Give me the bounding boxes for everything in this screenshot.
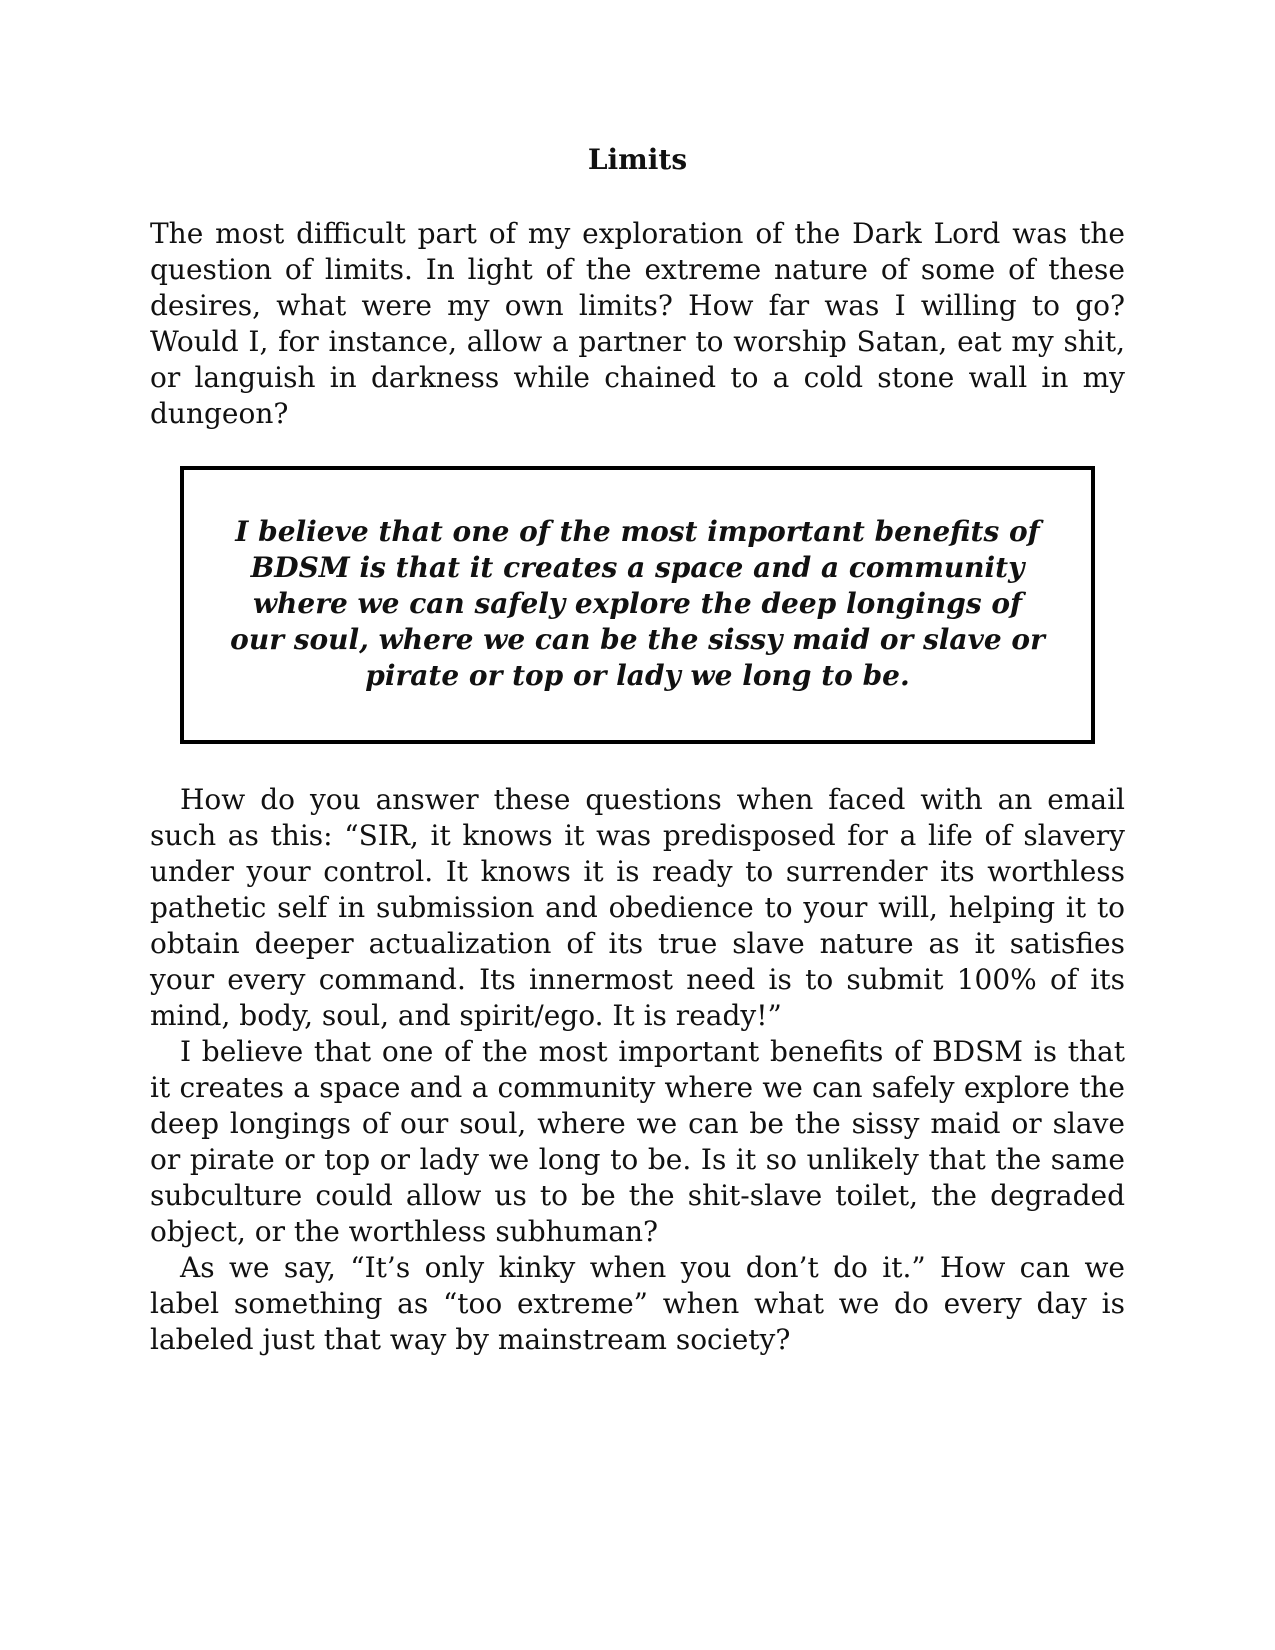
page-title: Limits (587, 143, 688, 176)
pull-quote-text: I believe that one of the most important benefits of BDSM is that it creates a space and a community where we can safely explore the deep longings of our soul, where we can be the sissy maid or slave or pirate or top or lady we long to be. (230, 515, 1045, 692)
paragraph-email: How do you answer these questions when faced with an email such as this: “SIR, it knows it was predisposed for a life of slavery under your control. It knows it is ready to surrender its worthless pathetic self in submission and obedience to your will, helping it to obtain deeper actualization of its true slave nature as it satisfies your every command. Its innermost need is to submit 100% of its mind, body, soul, and spirit/ego. It is ready!” (150, 783, 1125, 1032)
paragraph-kinky: As we say, “It’s only kinky when you don’t do it.” How can we label something as “too extreme” when what we do every day is labeled just that way by mainstream society? (150, 1251, 1125, 1356)
page-content (150, 140, 1125, 1358)
paragraph-benefits: I believe that one of the most important benefits of BDSM is that it creates a space and a community where we can safely explore the deep longings of our soul, where we can be the sissy maid or slave or pirate or top or lady we long to be. Is it so unlikely that the same subculture could allow us to be the shit-slave toilet, the degraded object, or the worthless subhuman? (150, 1035, 1125, 1248)
paragraph-intro: The most difficult part of my exploration of the Dark Lord was the question of limits. In light of the extreme nature of some of these desires, what were my own limits? How far was I willing to go? Would I, for instance, allow a partner to worship Satan, eat my shit, or languish in darkness while chained to a cold stone wall in my dungeon? (150, 217, 1125, 430)
pull-quote-box (180, 466, 1095, 744)
